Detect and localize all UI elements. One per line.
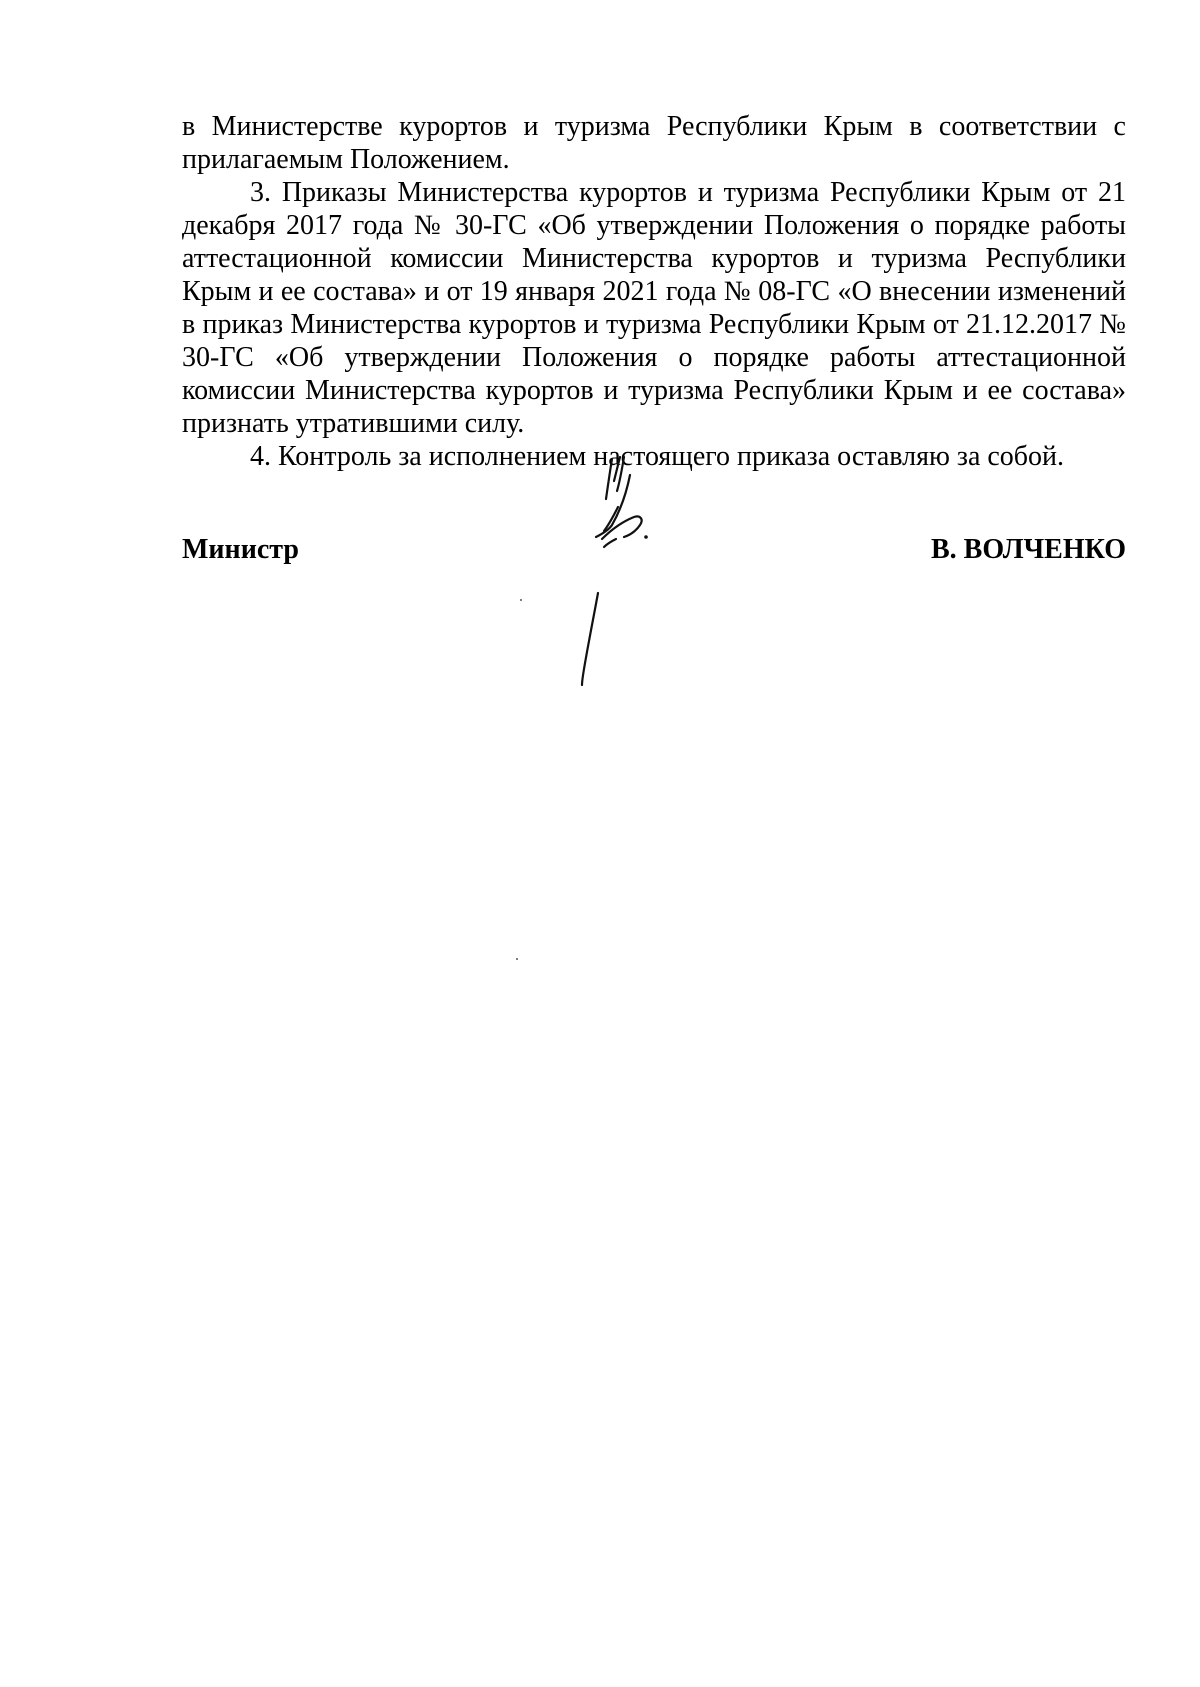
- signatory-title: Министр: [182, 534, 299, 565]
- scan-speck: [516, 958, 518, 960]
- paragraph-item-3: 3. Приказы Министерства курортов и туризма Республики Крым от 21 декабря 2017 года № 30-ГС «Об утверждении Положения о порядке работы аттестационной комиссии Министерства курортов и туризма Республики Крым и ее состава» и от 19 января 2021 года № 08-ГС «О внесении изменений в приказ Министерства курортов и туризма Республики Крым от 21.12.2017 № 30-ГС «Об утверждении Положения о порядке работы аттестационной комиссии Министерства курортов и туризма Республики Крым и ее состава» признать утратившими силу.: [182, 177, 1126, 439]
- scan-speck: [520, 599, 522, 601]
- signatory-name: В. ВОЛЧЕНКО: [931, 534, 1126, 565]
- handwritten-signature: [560, 455, 700, 695]
- paragraph-continuation: в Министерстве курортов и туризма Республики Крым в соответствии с прилагаемым Положением.: [182, 111, 1126, 175]
- paragraph-item-4: 4. Контроль за исполнением настоящего приказа оставляю за собой.: [250, 441, 1065, 472]
- document-body: [182, 110, 1126, 473]
